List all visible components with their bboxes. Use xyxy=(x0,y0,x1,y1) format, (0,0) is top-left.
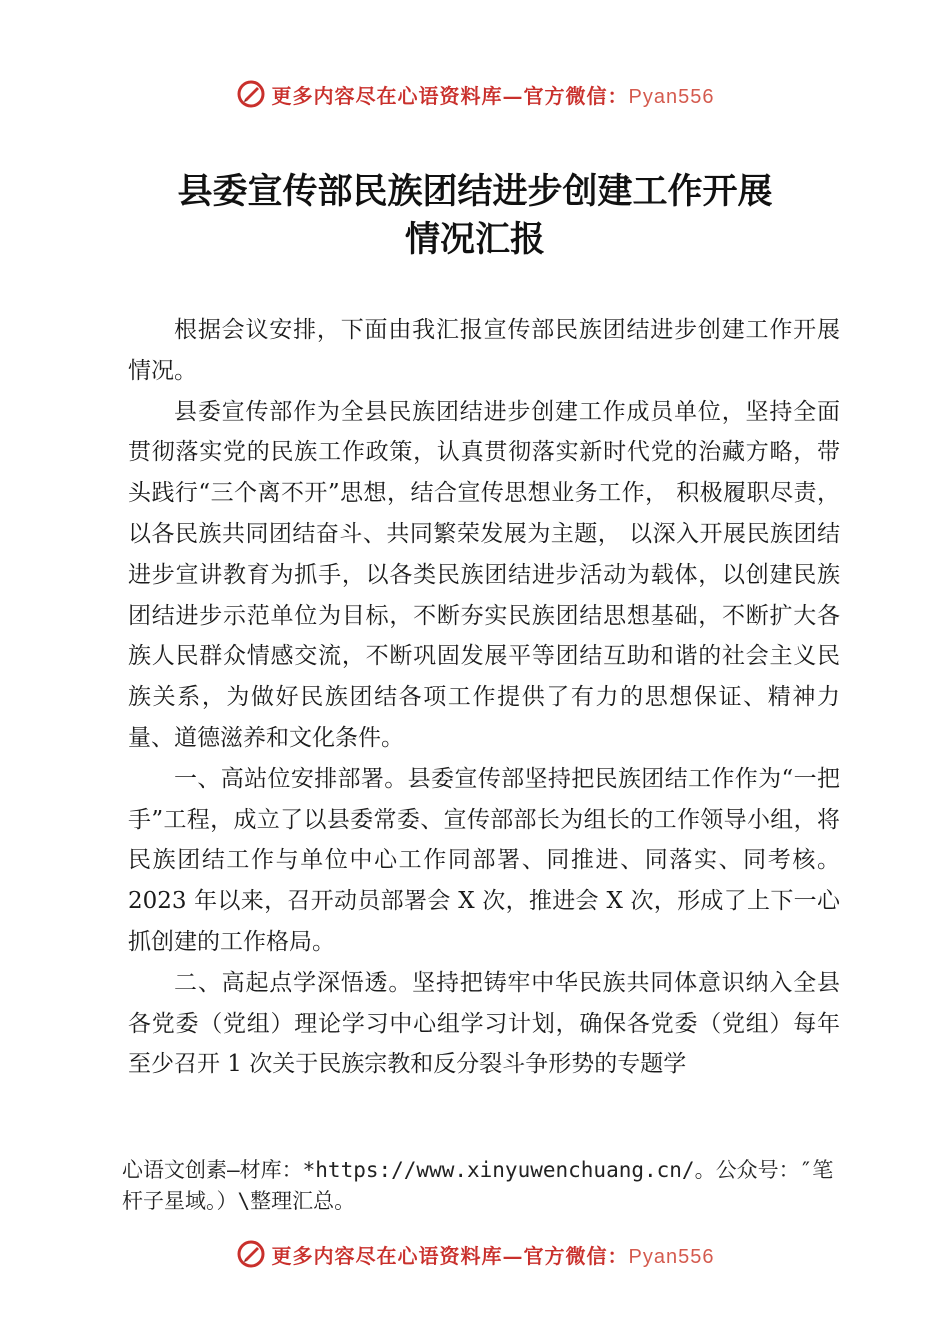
banner-wechat-id: Pyan556 xyxy=(628,85,715,108)
document-title xyxy=(80,168,870,264)
paragraph-section-2: 二、高起点学深悟透。坚持把铸牢中华民族共同体意识纳入全县各党委（党组）理论学习中心组学习计划，确保各党委（党组）每年至少召开 1 次关于民族宗教和反分裂斗争形势的专题学 xyxy=(128,969,840,1078)
document-body xyxy=(128,310,840,1085)
footer-note: 心语文创素—材库：*https://www.xinyuwenchuang.cn/。公众号：″笔杆子星域。）\整理汇总。 xyxy=(122,1158,834,1213)
header-banner xyxy=(0,72,950,116)
banner-main-text: 更多内容尽在心语资料库—官方微信： xyxy=(271,1243,629,1268)
paragraph-intro: 根据会议安排，下面由我汇报宣传部民族团结进步创建工作开展情况。 xyxy=(128,317,840,384)
title-line-1: 县委宣传部民族团结进步创建工作开展 xyxy=(177,171,773,212)
title-line-2: 情况汇报 xyxy=(404,219,545,260)
banner-text xyxy=(272,1240,715,1269)
paragraph-section-1: 一、高站位安排部署。县委宣传部坚持把民族团结工作作为“一把手”工程，成立了以县委常委、宣传部部长为组长的工作领导小组，将民族团结工作与单位中心工作同部署、同推进、同落实、同考核。2023 年以来，召开动员部署会 X 次，推进会 X 次，形成了上下一心抓创建的工作格局。 xyxy=(128,765,840,955)
footer-banner xyxy=(0,1232,950,1276)
quill-seal-icon xyxy=(236,1239,266,1269)
quill-seal-icon xyxy=(236,79,266,109)
banner-text xyxy=(272,80,715,109)
banner-wechat-id: Pyan556 xyxy=(628,1245,715,1268)
banner-main-text: 更多内容尽在心语资料库—官方微信： xyxy=(271,83,629,108)
paragraph-overview: 县委宣传部作为全县民族团结进步创建工作成员单位，坚持全面贯彻落实党的民族工作政策，认真贯彻落实新时代党的治藏方略，带头践行“三个离不开”思想，结合宣传思想业务工作， 积极履职尽责，以各民族共同团结奋斗、共同繁荣发展为主题， 以深入开展民族团结进步宣讲教育为抓手，以各类民族团结进步活动为载体，以创建民族团结进步示范单位为目标，不断夯实民族团结思想基础，不断扩大各族人民群众情感交流，不断巩固发展平等团结互助和谐的社会主义民族关系，为做好民族团结各项工作提供了有力的思想保证、精神力量、道德滋养和文化条件。 xyxy=(128,398,840,751)
